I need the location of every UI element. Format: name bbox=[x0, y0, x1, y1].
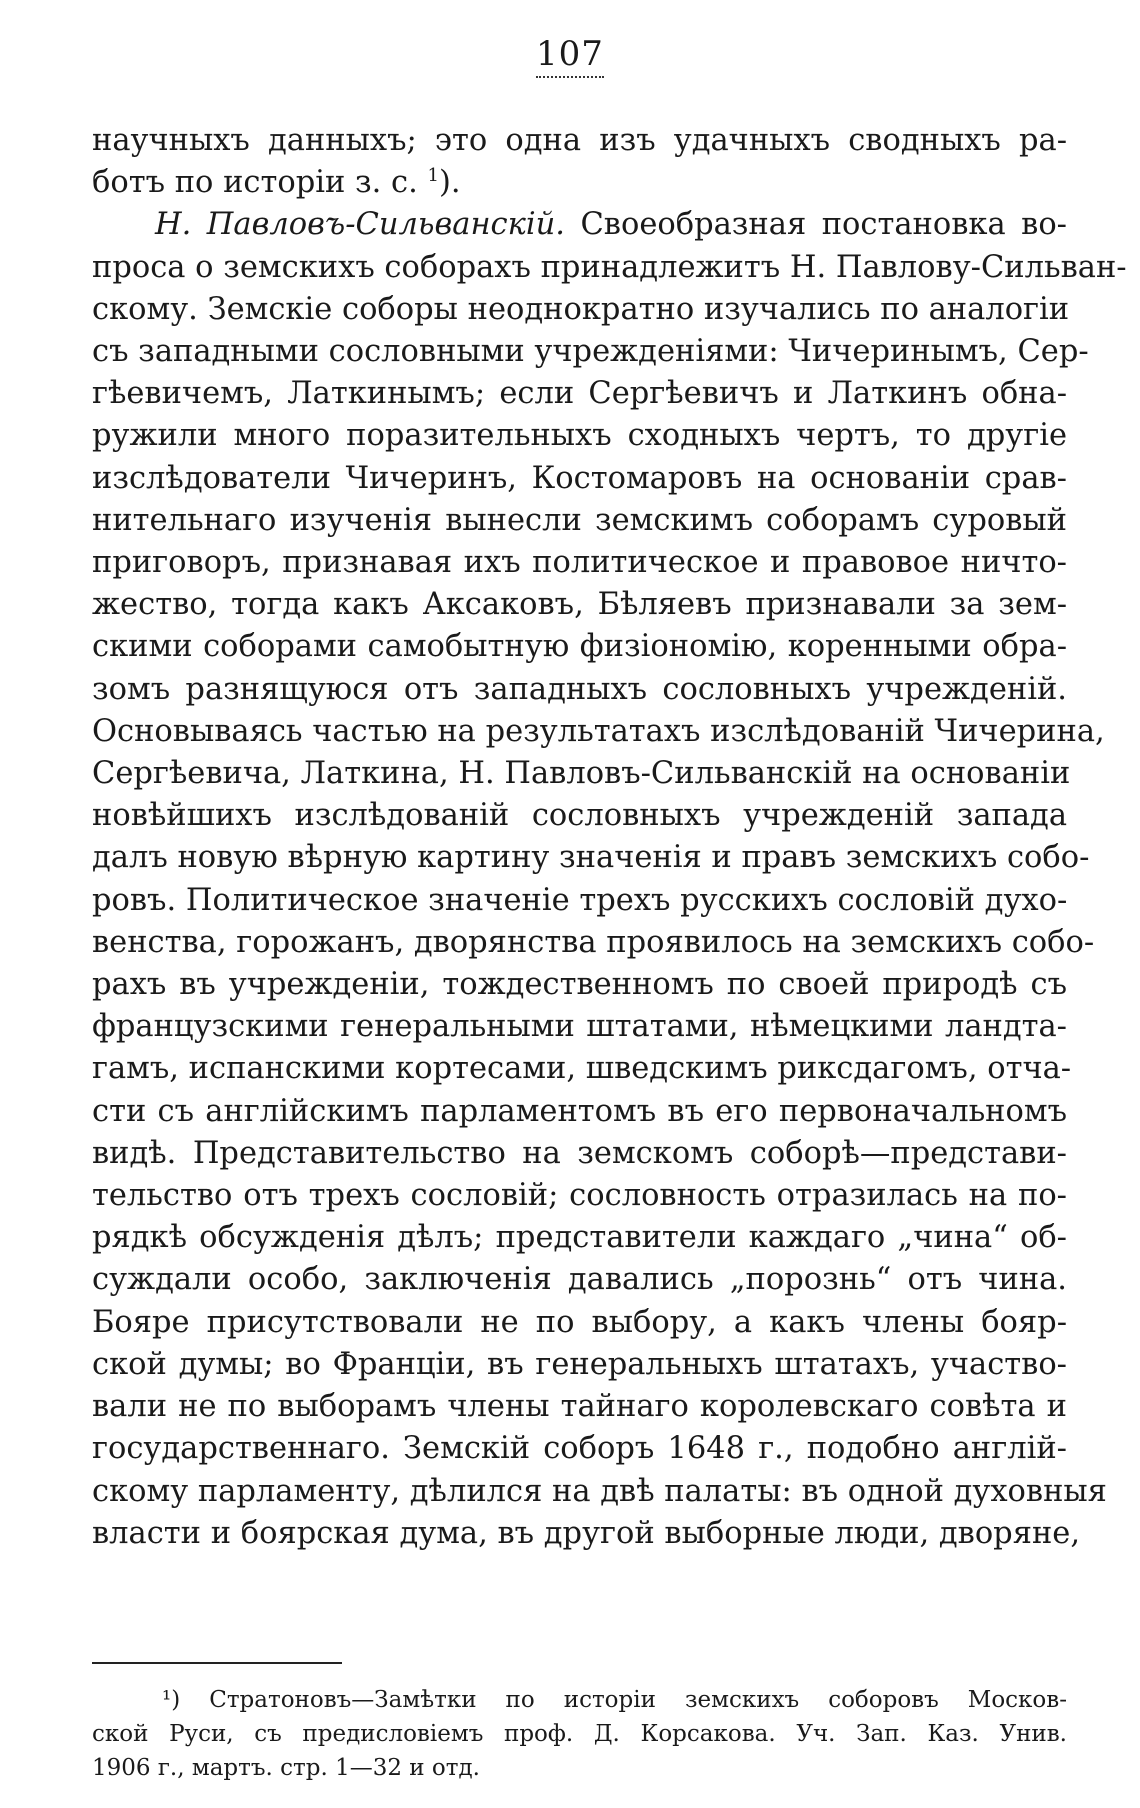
text-line: научныхъ данныхъ; это одна изъ удачныхъ сводныхъ ра- bbox=[92, 123, 1067, 158]
footnote-line: 1906 г., мартъ. стр. 1—32 и отд. bbox=[92, 1755, 480, 1781]
text-line: ской думы; во Франціи, въ генеральныхъ штатахъ, участво- bbox=[92, 1346, 1067, 1382]
main-text bbox=[92, 120, 1127, 1555]
text-line: скими соборами самобытную физіономію, коренными обра- bbox=[92, 629, 1067, 665]
text-line: тельство отъ трехъ сословій; сословность отразилась на по- bbox=[92, 1178, 1067, 1214]
text-line: скому парламенту, дѣлился на двѣ палаты: въ одной духовныя bbox=[92, 1473, 1107, 1509]
text-line: ружили много поразительныхъ сходныхъ чертъ, то другіе bbox=[92, 418, 1067, 454]
text-line: французскими генеральными штатами, нѣмецкими ландта- bbox=[92, 1009, 1067, 1045]
text-line: проса о земскихъ соборахъ принадлежитъ Н. Павлову-Сильван- bbox=[92, 249, 1127, 285]
text-line: жество, тогда какъ Аксаковъ, Бѣляевъ признавали за зем- bbox=[92, 587, 1067, 623]
text-line: Н. Павловъ-Сильванскій. Своеобразная постановка во- bbox=[155, 207, 1067, 243]
text-line: ботъ по исторіи з. с. $^1$). bbox=[92, 165, 461, 201]
text-line: венства, горожанъ, дворянства проявилось на земскихъ собо- bbox=[92, 924, 1095, 960]
text-line: приговоръ, признавая ихъ политическое и правовое ничто- bbox=[92, 545, 1067, 581]
footnote-divider bbox=[92, 1662, 342, 1664]
text-line: зомъ разнящуюся отъ западныхъ сословныхъ учрежденій. bbox=[92, 671, 1067, 707]
footnote-line: ¹) Стратоновъ—Замѣтки по исторіи земскихъ соборовъ Москов- bbox=[162, 1687, 1067, 1713]
text-line: Основываясь частью на результатахъ изслѣдованій Чичерина, bbox=[92, 713, 1105, 749]
page-number: 107 bbox=[0, 34, 1140, 74]
text-line: Сергѣевича, Латкина, Н. Павловъ-Сильванскій на основаніи bbox=[92, 756, 1071, 792]
footnote bbox=[92, 1683, 1067, 1785]
text-line: далъ новую вѣрную картину значенія и правъ земскихъ собо- bbox=[92, 840, 1090, 876]
text-line: государственнаго. Земскій соборъ 1648 г., подобно англій- bbox=[92, 1431, 1067, 1467]
text-line: гамъ, испанскими кортесами, шведскимъ риксдагомъ, отча- bbox=[92, 1051, 1072, 1087]
text-line: власти и боярская дума, въ другой выборные люди, дворяне, bbox=[92, 1515, 1081, 1551]
text-line: скому. Земскіе соборы неоднократно изучались по аналогіи bbox=[92, 291, 1070, 327]
text-line: суждали особо, заключенія давались „порознь“ отъ чина. bbox=[92, 1262, 1067, 1298]
footnote-marker: ¹) bbox=[162, 1687, 181, 1713]
text-line: рядкѣ обсужденія дѣлъ; представители каждаго „чина“ об- bbox=[92, 1220, 1067, 1256]
text-line: ровъ. Политическое значеніе трехъ русскихъ сословій духо- bbox=[92, 882, 1068, 918]
text-line: изслѣдователи Чичеринъ, Костомаровъ на основаніи срав- bbox=[92, 460, 1067, 496]
footnote-reference: 1 bbox=[427, 165, 439, 187]
text-line: вали не по выборамъ члены тайнаго королевскаго совѣта и bbox=[92, 1389, 1067, 1425]
text-line: Бояре присутствовали не по выбору, а какъ члены бояр- bbox=[92, 1304, 1067, 1340]
text-line: нительнаго изученія вынесли земскимъ соборамъ суровый bbox=[92, 502, 1067, 538]
text-line: рахъ въ учрежденіи, тождественномъ по своей природѣ съ bbox=[92, 967, 1067, 1003]
text-line: сти съ англійскимъ парламентомъ въ его первоначальномъ bbox=[92, 1093, 1067, 1129]
footnote-line: ской Руси, съ предисловіемъ проф. Д. Корсакова. Уч. Зап. Каз. Унив. bbox=[92, 1721, 1067, 1747]
author-name: Н. Павловъ-Сильванскій. bbox=[155, 207, 565, 243]
text-line: съ западными сословными учрежденіями: Чичеринымъ, Сер- bbox=[92, 334, 1089, 370]
text-line: новѣйшихъ изслѣдованій сословныхъ учрежденій запада bbox=[92, 798, 1067, 834]
text-line: гѣевичемъ, Латкинымъ; если Сергѣевичъ и Латкинъ обна- bbox=[92, 376, 1067, 412]
text-line: видѣ. Представительство на земскомъ соборѣ—представи- bbox=[92, 1135, 1067, 1171]
